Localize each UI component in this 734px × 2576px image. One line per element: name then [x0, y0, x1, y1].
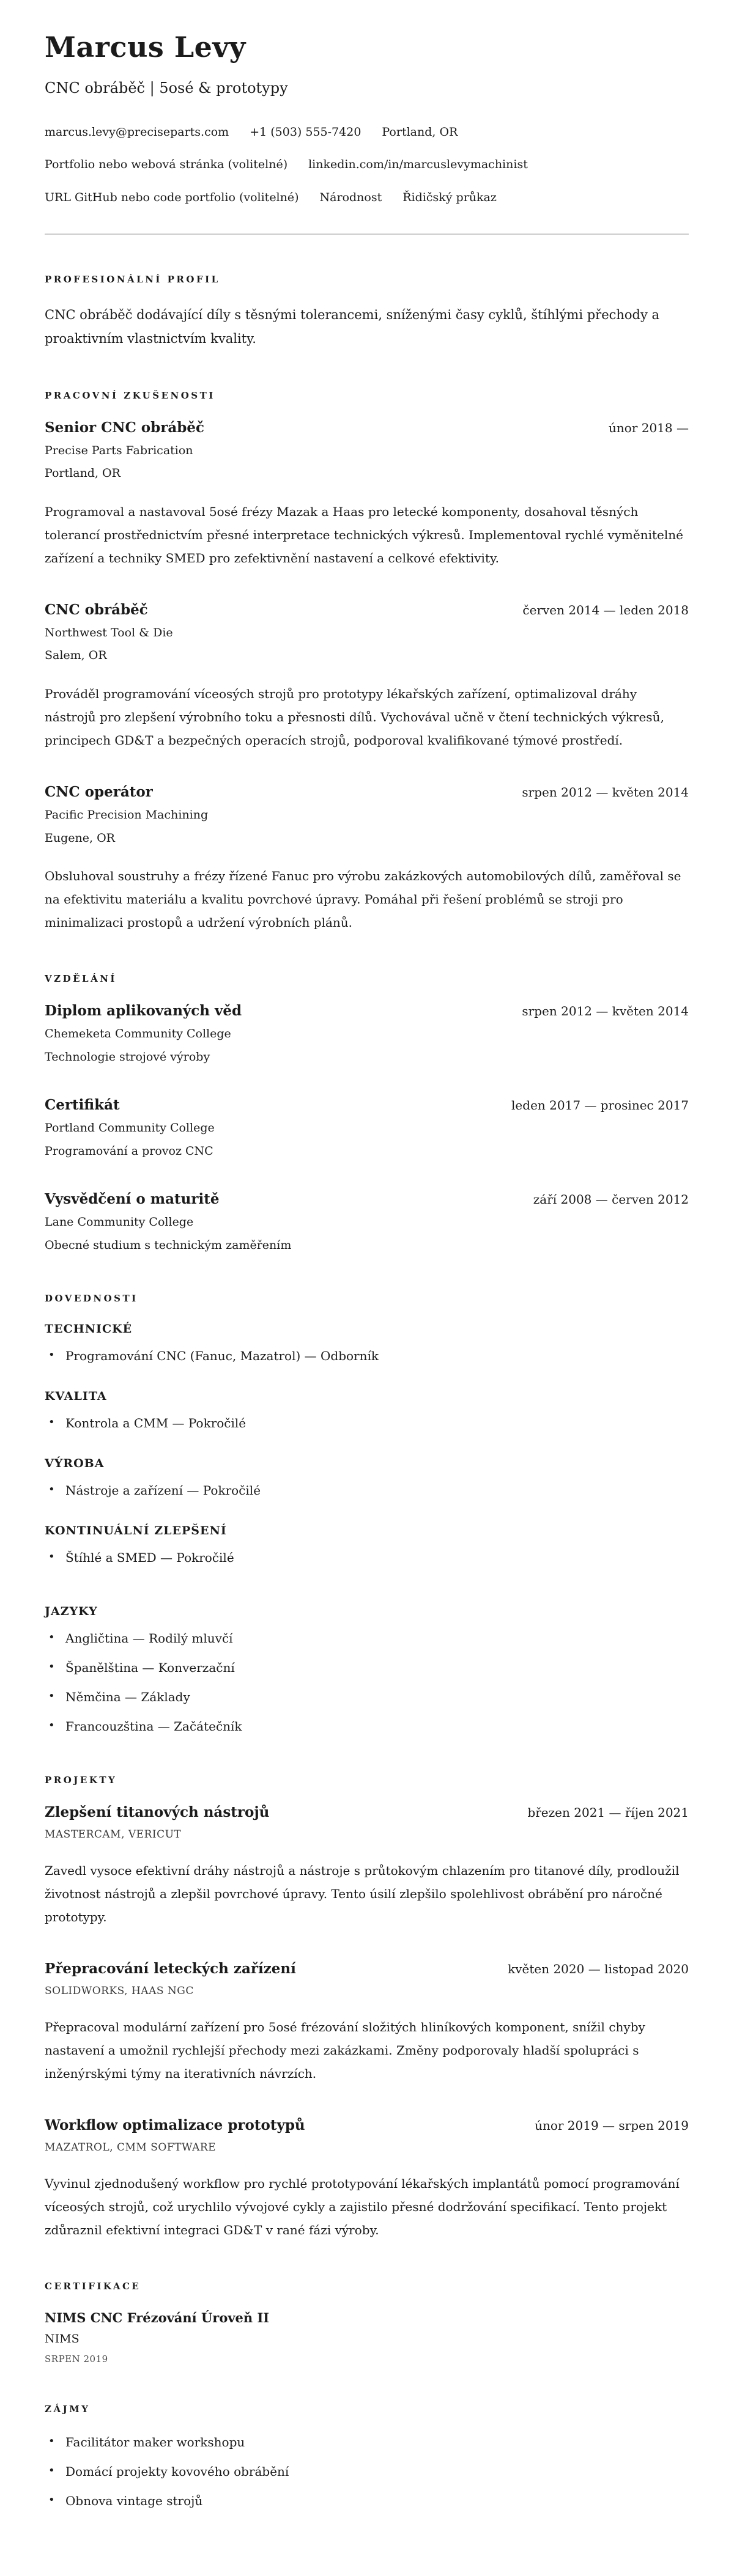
project-head	[45, 1960, 689, 1977]
section-profile	[45, 274, 689, 351]
portfolio-placeholder-text: Portfolio nebo webová stránka (volitelné)	[45, 158, 288, 172]
job-title: Senior CNC obráběč	[45, 419, 204, 436]
job-dates: únor 2018 —	[609, 420, 689, 435]
section-label-skills: DOVEDNOSTI	[45, 1292, 138, 1304]
profile-summary: CNC obráběč dodávající díly s těsnými tolerancemi, sníženými časy cyklů, štíhlými přechody a proaktivním vlastnictvím kvality.	[45, 307, 660, 346]
nationality-text: Národnost	[319, 191, 382, 205]
education-entry	[45, 1097, 689, 1159]
project-dates: únor 2019 — srpen 2019	[535, 2118, 689, 2133]
skill-group-title: KVALITA	[45, 1389, 107, 1403]
job-company: Pacific Precision Machining	[45, 808, 209, 822]
phone-text: +1 (503) 555-7420	[250, 125, 361, 139]
job-entry	[45, 602, 689, 752]
education-head	[45, 1003, 689, 1019]
skill-item: • Kontrola a CMM — Pokročilé	[45, 1414, 689, 1432]
education-entry	[45, 1003, 689, 1065]
interest-item: • Domácí projekty kovového obrábění	[45, 2462, 689, 2481]
education-dates: leden 2017 — prosinec 2017	[511, 1098, 689, 1113]
project-entry	[45, 1960, 689, 2085]
section-projects	[45, 1775, 689, 2242]
section-languages	[45, 1605, 689, 1735]
field-of-study: Obecné studium s technickým zaměřením	[45, 1238, 292, 1253]
skill-list	[45, 1414, 689, 1432]
section-label-education: VZDĚLÁNÍ	[45, 973, 117, 985]
email-text: marcus.levy@preciseparts.com	[45, 125, 229, 139]
drivers-license-text: Řidičský průkaz	[402, 191, 497, 205]
language-item: • Němčina — Základy	[45, 1688, 689, 1706]
skill-list	[45, 1548, 689, 1567]
location-text: Portland, OR	[382, 125, 458, 139]
person-headline: CNC obráběč | 5osé & prototypy	[45, 79, 288, 97]
language-list	[45, 1629, 689, 1735]
skill-group-title: KONTINUÁLNÍ ZLEPŠENÍ	[45, 1523, 227, 1537]
interest-list	[45, 2433, 689, 2510]
skill-list	[45, 1347, 689, 1365]
project-head	[45, 2117, 689, 2133]
project-entry	[45, 2117, 689, 2242]
section-label-experience: PRACOVNÍ ZKUŠENOSTI	[45, 389, 215, 401]
education-dates: září 2008 — červen 2012	[533, 1192, 689, 1207]
job-head	[45, 602, 689, 618]
github-placeholder-text: URL GitHub nebo code portfolio (volitelné)	[45, 191, 299, 205]
section-certifications	[45, 2281, 689, 2364]
section-interests	[45, 2404, 689, 2510]
project-description: Přepracoval modulární zařízení pro 5osé frézování složitých hliníkových komponent, snížil chyby nastavení a umožnil rychlejší přechody mezi zakázkami. Změny podporovaly hladší spolupráci s inženýrskými týmy na iterativních návrzích.	[45, 2019, 645, 2081]
contact-row-2	[45, 157, 689, 172]
certification-date: SRPEN 2019	[45, 2353, 108, 2364]
interest-item: • Facilitátor maker workshopu	[45, 2433, 689, 2451]
job-description: Prováděl programování víceosých strojů pro prototypy lékařských zařízení, optimalizoval dráhy nástrojů pro zlepšení výrobního toku a přesnosti dílů. Vychovával učně v čtení technických výkresů, principech GD&T a bezpečných operacích strojů, podporoval kvalifikované týmové prostředí.	[45, 686, 664, 748]
job-title: CNC obráběč	[45, 601, 148, 618]
job-head	[45, 784, 689, 800]
interest-item: • Obnova vintage strojů	[45, 2492, 689, 2510]
person-name: Marcus Levy	[45, 31, 246, 64]
project-tools: MASTERCAM, VERICUT	[45, 1828, 182, 1841]
degree-title: Vysvědčení o maturitě	[45, 1191, 220, 1208]
project-title: Přepracování leteckých zařízení	[45, 1960, 296, 1977]
job-dates: srpen 2012 — květen 2014	[522, 784, 689, 800]
linkedin-text: linkedin.com/in/marcuslevymachinist	[308, 158, 528, 172]
education-entry	[45, 1191, 689, 1253]
project-title: Workflow optimalizace prototypů	[45, 2116, 305, 2133]
section-label-profile: PROFESIONÁLNÍ PROFIL	[45, 273, 220, 285]
job-company: Northwest Tool & Die	[45, 625, 173, 639]
languages-title: JAZYKY	[45, 1604, 98, 1618]
project-head	[45, 1804, 689, 1820]
language-item: • Španělština — Konverzační	[45, 1658, 689, 1677]
field-of-study: Technologie strojové výroby	[45, 1050, 210, 1064]
school-name: Portland Community College	[45, 1121, 215, 1135]
project-dates: březen 2021 — říjen 2021	[527, 1805, 689, 1820]
job-entry	[45, 419, 689, 570]
project-description: Zavedl vysoce efektivní dráhy nástrojů a nástroje s průtokovým chlazením pro titanové díly, prodloužil životnost nástrojů a zlepšil povrchové úpravy. Tento úsilí zlepšilo spolehlivost obrábění pro náročné prototypy.	[45, 1863, 680, 1924]
project-entry	[45, 1804, 689, 1929]
education-head	[45, 1191, 689, 1207]
education-dates: srpen 2012 — květen 2014	[522, 1004, 689, 1019]
field-of-study: Programování a provoz CNC	[45, 1144, 213, 1158]
language-item: • Francouzština — Začátečník	[45, 1717, 689, 1735]
school-name: Chemeketa Community College	[45, 1027, 231, 1041]
language-item: • Angličtina — Rodilý mluvčí	[45, 1629, 689, 1647]
job-location: Salem, OR	[45, 649, 107, 663]
skill-item: • Programování CNC (Fanuc, Mazatrol) — Odborník	[45, 1347, 689, 1365]
section-experience	[45, 390, 689, 935]
project-dates: květen 2020 — listopad 2020	[508, 1961, 689, 1976]
skill-group-title: VÝROBA	[45, 1456, 105, 1470]
project-tools: SOLIDWORKS, HAAS NGC	[45, 1984, 194, 1997]
project-tools: MAZATROL, CMM SOFTWARE	[45, 2141, 217, 2154]
job-head	[45, 419, 689, 436]
job-dates: červen 2014 — leden 2018	[522, 602, 689, 617]
job-description: Obsluhoval soustruhy a frézy řízené Fanuc pro výrobu zakázkových automobilových dílů, zaměřoval se na efektivitu materiálu a kvalitu povrchové úpravy. Pomáhal při řešení problémů se stroji pro minimalizaci prostopů a udržení výrobních plánů.	[45, 869, 681, 930]
certification-issuer: NIMS	[45, 2331, 80, 2346]
header-divider	[45, 234, 689, 235]
contact-row-3	[45, 190, 689, 205]
skill-item: • Nástroje a zařízení — Pokročilé	[45, 1481, 689, 1500]
section-label-projects: PROJEKTY	[45, 1774, 117, 1786]
section-label-certifications: CERTIFIKACE	[45, 2280, 141, 2292]
school-name: Lane Community College	[45, 1215, 194, 1229]
job-location: Portland, OR	[45, 466, 120, 480]
certification-title: NIMS CNC Frézování Úroveň II	[45, 2309, 270, 2325]
job-entry	[45, 784, 689, 934]
skill-item: • Štíhlé a SMED — Pokročilé	[45, 1548, 689, 1567]
resume-header	[45, 32, 689, 235]
job-company: Precise Parts Fabrication	[45, 443, 193, 457]
skill-list	[45, 1481, 689, 1500]
contact-row-1	[45, 125, 689, 140]
section-education	[45, 973, 689, 1254]
section-skills	[45, 1293, 689, 1567]
section-label-interests: ZÁJMY	[45, 2403, 91, 2415]
job-title: CNC operátor	[45, 783, 153, 800]
degree-title: Diplom aplikovaných věd	[45, 1003, 242, 1020]
degree-title: Certifikát	[45, 1097, 120, 1114]
job-description: Programoval a nastavoval 5osé frézy Mazak a Haas pro letecké komponenty, dosahoval těsných tolerancí prostřednictvím přesné interpretace technických výkresů. Implementoval rychlé vyměnitelné zařízení a techniky SMED pro zefektivnění nastavení a celkové efektivity.	[45, 504, 683, 565]
skill-group-title: TECHNICKÉ	[45, 1322, 133, 1336]
education-head	[45, 1097, 689, 1113]
project-title: Zlepšení titanových nástrojů	[45, 1803, 270, 1820]
job-location: Eugene, OR	[45, 831, 115, 845]
project-description: Vyvinul zjednodušený workflow pro rychlé prototypování lékařských implantátů pomocí programování víceosých strojů, což urychlilo vývojové cykly a zajistilo přesné dodržování specifikací. Tento projekt zdůraznil efektivní integraci GD&T v rané fázi výroby.	[45, 2176, 680, 2237]
certification-entry	[45, 2310, 689, 2364]
